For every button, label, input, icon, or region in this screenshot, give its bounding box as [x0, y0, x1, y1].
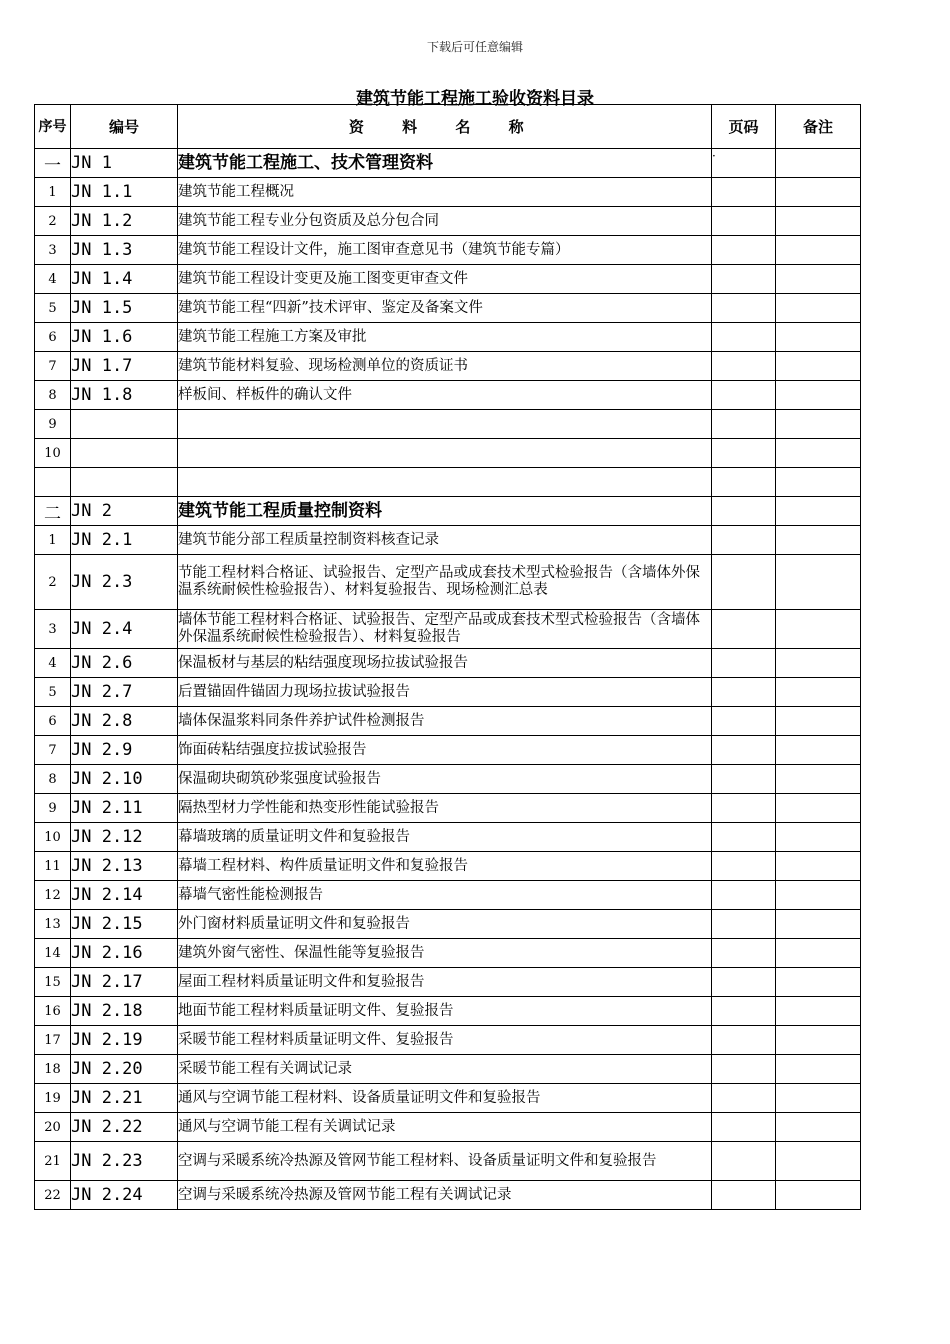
row-name: 采暖节能工程有关调试记录 [178, 1055, 712, 1084]
row-index: 1 [35, 178, 71, 207]
row-code: JN 2.4 [71, 610, 178, 649]
row-code: JN 2.9 [71, 736, 178, 765]
row-page [712, 497, 776, 526]
row-page [712, 294, 776, 323]
row-name: 保温板材与基层的粘结强度现场拉拔试验报告 [178, 649, 712, 678]
row-index: 4 [35, 649, 71, 678]
row-code: JN 2.13 [71, 852, 178, 881]
row-index: 10 [35, 823, 71, 852]
row-name: 墙体节能工程材料合格证、试验报告、定型产品或成套技术型式检验报告（含墙体外保温系统耐候性检验报告）、材料复验报告 [178, 610, 712, 649]
row-name: 建筑节能分部工程质量控制资料核查记录 [178, 526, 712, 555]
row-name: 地面节能工程材料质量证明文件、复验报告 [178, 997, 712, 1026]
row-name: 后置锚固件锚固力现场拉拔试验报告 [178, 678, 712, 707]
column-header-page: 页码 [712, 105, 776, 149]
table-row [35, 1055, 861, 1084]
table-row [35, 794, 861, 823]
row-note [776, 178, 861, 207]
row-name: 保温砌块砌筑砂浆强度试验报告 [178, 765, 712, 794]
row-note [776, 852, 861, 881]
row-page [712, 968, 776, 997]
row-index: 19 [35, 1084, 71, 1113]
row-index: 5 [35, 678, 71, 707]
row-index: 2 [35, 207, 71, 236]
row-index: 9 [35, 410, 71, 439]
row-index: 14 [35, 939, 71, 968]
catalog-body [35, 149, 861, 1210]
row-code: JN 2 [71, 497, 178, 526]
row-page [712, 526, 776, 555]
row-page [712, 439, 776, 468]
row-note [776, 468, 861, 497]
row-name [178, 439, 712, 468]
row-index: 7 [35, 736, 71, 765]
row-name: 采暖节能工程材料质量证明文件、复验报告 [178, 1026, 712, 1055]
row-name: 空调与采暖系统冷热源及管网节能工程材料、设备质量证明文件和复验报告 [178, 1142, 712, 1181]
table-row [35, 881, 861, 910]
table-row [35, 939, 861, 968]
table-header-row [35, 105, 861, 149]
row-code: JN 2.23 [71, 1142, 178, 1181]
row-code: JN 2.3 [71, 555, 178, 610]
table-row [35, 1181, 861, 1210]
row-index: 9 [35, 794, 71, 823]
row-index: 13 [35, 910, 71, 939]
row-index: 1 [35, 526, 71, 555]
table-row [35, 1084, 861, 1113]
row-code: JN 1.1 [71, 178, 178, 207]
row-note [776, 910, 861, 939]
row-code: JN 2.18 [71, 997, 178, 1026]
row-index: 二 [35, 497, 71, 526]
table-row [35, 823, 861, 852]
document-title: 建筑节能工程施工验收资料目录 [356, 89, 594, 109]
row-name [178, 468, 712, 497]
table-row [35, 178, 861, 207]
row-note [776, 968, 861, 997]
row-page [712, 381, 776, 410]
row-index: 21 [35, 1142, 71, 1181]
row-note [776, 823, 861, 852]
row-page [712, 468, 776, 497]
row-code: JN 1.4 [71, 265, 178, 294]
row-page [712, 207, 776, 236]
row-code [71, 468, 178, 497]
row-note [776, 265, 861, 294]
row-page [712, 736, 776, 765]
row-page [712, 352, 776, 381]
row-note [776, 439, 861, 468]
section-row [35, 149, 861, 178]
column-header-code: 编号 [71, 105, 178, 149]
row-note [776, 207, 861, 236]
row-page [712, 178, 776, 207]
row-name: 空调与采暖系统冷热源及管网节能工程有关调试记录 [178, 1181, 712, 1210]
row-index: 一 [35, 149, 71, 178]
table-row [35, 736, 861, 765]
table-row [35, 765, 861, 794]
row-code: JN 2.24 [71, 1181, 178, 1210]
row-note [776, 149, 861, 178]
table-row [35, 997, 861, 1026]
table-row [35, 555, 861, 610]
row-note [776, 707, 861, 736]
row-index: 5 [35, 294, 71, 323]
row-page [712, 678, 776, 707]
row-code: JN 2.15 [71, 910, 178, 939]
column-header-name: 资 料 名 称 [178, 105, 712, 149]
row-name: 建筑节能材料复验、现场检测单位的资质证书 [178, 352, 712, 381]
row-name: 建筑节能工程概况 [178, 178, 712, 207]
row-note [776, 352, 861, 381]
row-name: 通风与空调节能工程材料、设备质量证明文件和复验报告 [178, 1084, 712, 1113]
table-row [35, 207, 861, 236]
table-row [35, 265, 861, 294]
table-row [35, 707, 861, 736]
row-code: JN 1.2 [71, 207, 178, 236]
row-page [712, 1055, 776, 1084]
row-note [776, 1055, 861, 1084]
column-header-note: 备注 [776, 105, 861, 149]
row-note [776, 1026, 861, 1055]
row-page [712, 555, 776, 610]
row-note [776, 939, 861, 968]
row-name: 屋面工程材料质量证明文件和复验报告 [178, 968, 712, 997]
row-name: 幕墙气密性能检测报告 [178, 881, 712, 910]
row-note [776, 794, 861, 823]
row-note [776, 410, 861, 439]
row-page: · [712, 149, 776, 178]
section-row [35, 497, 861, 526]
table-row [35, 678, 861, 707]
row-code: JN 2.14 [71, 881, 178, 910]
row-code [71, 439, 178, 468]
row-index: 4 [35, 265, 71, 294]
table-row [35, 410, 861, 439]
row-note [776, 678, 861, 707]
row-name: 建筑外窗气密性、保温性能等复验报告 [178, 939, 712, 968]
table-row [35, 381, 861, 410]
row-name: 隔热型材力学性能和热变形性能试验报告 [178, 794, 712, 823]
row-note [776, 526, 861, 555]
row-note [776, 610, 861, 649]
row-note [776, 881, 861, 910]
row-index: 12 [35, 881, 71, 910]
table-row [35, 468, 861, 497]
row-page [712, 794, 776, 823]
row-page [712, 997, 776, 1026]
table-row [35, 236, 861, 265]
table-row [35, 294, 861, 323]
row-name: 建筑节能工程“四新”技术评审、鉴定及备案文件 [178, 294, 712, 323]
row-page [712, 649, 776, 678]
row-name: 幕墙工程材料、构件质量证明文件和复验报告 [178, 852, 712, 881]
row-code: JN 1.5 [71, 294, 178, 323]
table-row [35, 968, 861, 997]
row-page [712, 1084, 776, 1113]
table-row [35, 852, 861, 881]
table-row [35, 352, 861, 381]
row-page [712, 610, 776, 649]
row-name: 饰面砖粘结强度拉拔试验报告 [178, 736, 712, 765]
table-row [35, 649, 861, 678]
table-row [35, 910, 861, 939]
row-name: 幕墙玻璃的质量证明文件和复验报告 [178, 823, 712, 852]
table-row [35, 1113, 861, 1142]
row-name: 建筑节能工程质量控制资料 [178, 497, 712, 526]
row-page [712, 910, 776, 939]
row-name: 节能工程材料合格证、试验报告、定型产品或成套技术型式检验报告（含墙体外保温系统耐候性检验报告）、材料复验报告、现场检测汇总表 [178, 555, 712, 610]
row-index: 15 [35, 968, 71, 997]
row-note [776, 1142, 861, 1181]
row-page [712, 823, 776, 852]
row-name [178, 410, 712, 439]
row-note [776, 236, 861, 265]
table-row [35, 610, 861, 649]
row-index: 3 [35, 610, 71, 649]
row-code: JN 1.8 [71, 381, 178, 410]
row-name: 样板间、样板件的确认文件 [178, 381, 712, 410]
row-code: JN 2.7 [71, 678, 178, 707]
row-name: 外门窗材料质量证明文件和复验报告 [178, 910, 712, 939]
row-code: JN 1.6 [71, 323, 178, 352]
row-code: JN 2.8 [71, 707, 178, 736]
row-page [712, 881, 776, 910]
row-code: JN 2.19 [71, 1026, 178, 1055]
row-note [776, 1181, 861, 1210]
row-index: 3 [35, 236, 71, 265]
row-page [712, 765, 776, 794]
row-note [776, 294, 861, 323]
row-index: 18 [35, 1055, 71, 1084]
row-name: 建筑节能工程设计变更及施工图变更审查文件 [178, 265, 712, 294]
row-index: 6 [35, 707, 71, 736]
row-index: 11 [35, 852, 71, 881]
row-code: JN 1.3 [71, 236, 178, 265]
row-code: JN 2.10 [71, 765, 178, 794]
row-page [712, 1142, 776, 1181]
row-page [712, 1113, 776, 1142]
row-note [776, 1084, 861, 1113]
row-page [712, 939, 776, 968]
column-header-index: 序号 [35, 105, 71, 149]
row-index: 6 [35, 323, 71, 352]
row-page [712, 323, 776, 352]
row-name: 建筑节能工程施工方案及审批 [178, 323, 712, 352]
row-code [71, 410, 178, 439]
row-page [712, 1026, 776, 1055]
catalog-table [34, 104, 861, 1210]
row-index: 22 [35, 1181, 71, 1210]
row-page [712, 707, 776, 736]
row-code: JN 2.6 [71, 649, 178, 678]
row-page [712, 236, 776, 265]
table-row [35, 1026, 861, 1055]
row-page [712, 852, 776, 881]
row-name: 建筑节能工程专业分包资质及总分包合同 [178, 207, 712, 236]
row-note [776, 997, 861, 1026]
row-page [712, 410, 776, 439]
row-code: JN 2.21 [71, 1084, 178, 1113]
row-index: 17 [35, 1026, 71, 1055]
row-code: JN 2.16 [71, 939, 178, 968]
row-page [712, 1181, 776, 1210]
row-index: 8 [35, 765, 71, 794]
header-note: 下载后可任意编辑 [426, 40, 523, 54]
row-name: 墙体保温浆料同条件养护试件检测报告 [178, 707, 712, 736]
row-note [776, 381, 861, 410]
row-note [776, 765, 861, 794]
row-name: 建筑节能工程设计文件，施工图审查意见书（建筑节能专篇） [178, 236, 712, 265]
row-code: JN 1.7 [71, 352, 178, 381]
row-code: JN 2.20 [71, 1055, 178, 1084]
row-code: JN 2.1 [71, 526, 178, 555]
table-row [35, 526, 861, 555]
row-index: 20 [35, 1113, 71, 1142]
row-note [776, 555, 861, 610]
table-row [35, 1142, 861, 1181]
row-code: JN 2.11 [71, 794, 178, 823]
row-page [712, 265, 776, 294]
row-note [776, 323, 861, 352]
row-index: 16 [35, 997, 71, 1026]
row-code: JN 2.22 [71, 1113, 178, 1142]
row-code: JN 2.17 [71, 968, 178, 997]
row-index: 7 [35, 352, 71, 381]
row-note [776, 649, 861, 678]
row-code: JN 1 [71, 149, 178, 178]
row-index: 2 [35, 555, 71, 610]
row-name: 建筑节能工程施工、技术管理资料 [178, 149, 712, 178]
row-name: 通风与空调节能工程有关调试记录 [178, 1113, 712, 1142]
row-index: 8 [35, 381, 71, 410]
row-code: JN 2.12 [71, 823, 178, 852]
table-row [35, 439, 861, 468]
row-note [776, 1113, 861, 1142]
row-index [35, 468, 71, 497]
row-note [776, 497, 861, 526]
table-row [35, 323, 861, 352]
row-index: 10 [35, 439, 71, 468]
row-note [776, 736, 861, 765]
